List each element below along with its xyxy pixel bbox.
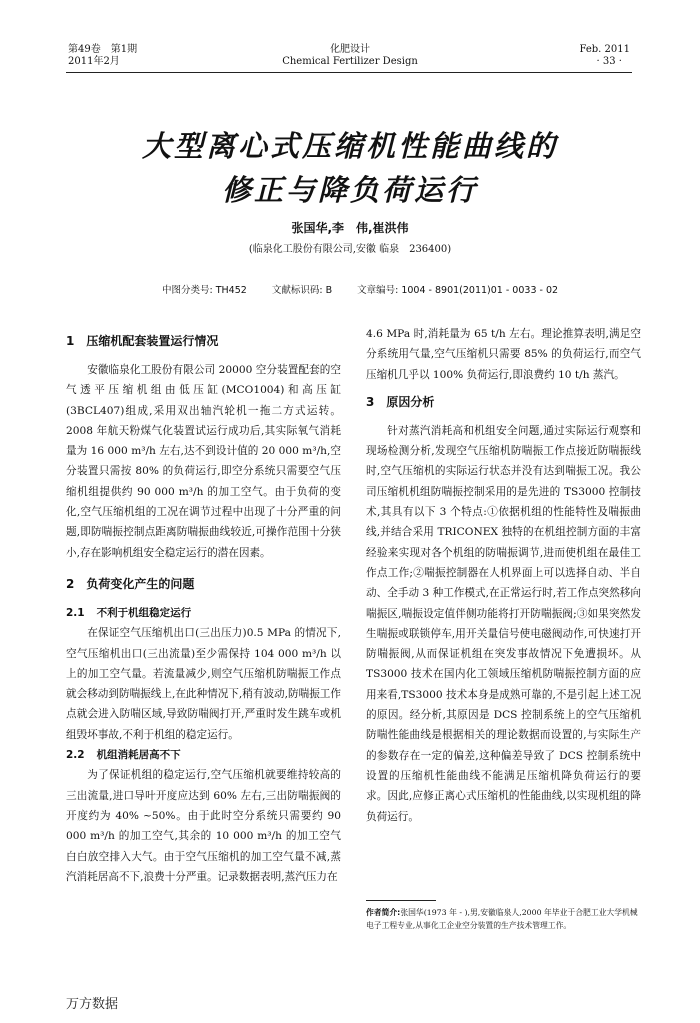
page-info [579,44,630,68]
section-3-paragraph: 针对蒸汽消耗高和机组安全问题,通过实际运行观察和现场检测分析,发现空气压缩机防喘振工作点接近防喘振线时,空气压缩机的实际运行状态并没有达到喘振工况。我公司压缩机机组防喘振控制采用的是先进的 TS3000 控制技术,其具有以下 3 个特点:①依据机组的性能特性及喘振曲线,并结合采用 TRICONEX 独特的在机组控制方面的丰富经验来实现对各个机组的防喘振调节,进而使机组在最佳工作点工作;②喘振控制器在人机界面上可以选择自动、半自动、全手动 3 种工作模式,在正常运行时,若工作点突然移向喘振区,喘振设定值伴侧功能将打开防喘振阀;③如果突然发生喘振或联锁停车,用开关量信号使电磁阀动作,可快速打开防喘振阀,从而保证机组在突发事故情况下免遭损坏。从 TS3000 技术在国内化工领域压缩机防喘振控制方面的应用来看,TS3000 技术本身是成熟可靠的,不是引起上述工况的原因。经分析,其原因是 DCS 控制系统上的空气压缩机防喘性能曲线是根据相关的理论数据而设置的,与实际生产的参数存在一定的偏差,这种偏差导致了 DCS 控制系统中设置的压缩机性能曲线不能满足压缩机降负荷运行的要求。因此,应修正离心式压缩机的性能曲线,以实现机组的降负荷运行。 [366,424,641,823]
subsection-2-2-paragraph: 为了保证机组的稳定运行,空气压缩机就要维持较高的三出流量,进口导叶开度应达到 60% 左右,三出防喘振阀的开度约为 40% ~50%。由于此时空分系统只需要约 90 000 m³/h 的加工空气,其余的 10 000 m³/h 的加工空气白白放空排入大气。由于空气压缩机的加工空气量不减,蒸汽消耗居高不下,浪费十分严重。记录数据表明,蒸汽压力在 [66,769,341,883]
page-number: · 33 · [596,56,622,67]
section-title: 压缩机配套装置运行情况 [86,334,219,348]
subsection-2-1-heading [66,603,341,623]
article-title-line1: 大型离心式压缩机性能曲线的 [141,129,558,163]
left-column [66,324,341,887]
affiliation: (临泉化工股份有限公司,安徽 临泉 236400) [248,244,452,255]
subsection-title: 机组消耗居高不下 [96,749,181,762]
volume-issue: 第49卷 第1期 [68,44,138,55]
article-number: 文章编号: 1004 - 8901(2011)01 - 0033 - 02 [357,285,559,296]
section-3-heading [366,391,641,413]
subsection-2-2-heading [66,745,341,765]
section-2-heading [66,573,341,595]
header-rule [66,72,632,73]
author-footnote [366,906,641,932]
clc-number: 中图分类号: TH452 [162,285,247,296]
journal-name-en: Chemical Fertilizer Design [282,56,418,67]
section-title: 负荷变化产生的问题 [86,576,195,591]
continued-paragraph: 4.6 MPa 时,消耗量为 65 t/h 左右。理论推算表明,满足空分系统用气量,空气压缩机只需要 85% 的负荷运行,而空气压缩机几乎以 100% 负荷运行,即浪费约 10 t/h 蒸汽。 [366,328,641,381]
section-number: 3 [366,394,375,409]
article-meta [162,282,580,296]
section-number: 1 [66,334,75,348]
watermark: 万方数据 [66,997,119,1012]
document-code: 文献标识码: B [271,285,333,296]
section-title: 原因分析 [386,394,435,409]
issue-date: 2011年2月 [68,56,120,67]
subsection-title: 不利于机组稳定运行 [96,606,192,619]
subsection-number: 2.2 [66,749,85,762]
authors: 张国华,李 伟,崔洪伟 [291,221,409,235]
subsection-number: 2.1 [66,606,85,619]
footnote-text: 张国华(1973 年 - ),男,安徽临泉人,2000 年毕业于合肥工业大学机械电子工程专业,从事化工企业空分装置的生产技术管理工作。 [366,908,638,930]
journal-name-cn: 化肥设计 [330,44,370,55]
publish-date-en: Feb. 2011 [579,44,630,55]
section-1-paragraph: 安徽临泉化工股份有限公司 20000 空分装置配套的空气透平压缩机组由低压缸(MCO1004)和高压缸(3BCL407)组成,采用双出轴汽轮机一拖二方式运转。2008 年航天粉煤气化装置试运行成功后,其实际氧气消耗量为 16 000 m³/h 左右,达不到设计值的 20 000 m³/h,空分装置只需按 80% 的负荷运行,即空分系统只需要空气压缩机组提供约 90 000 m³/h 的加工空气。由于负荷的变化,空气压缩机组的工况在调节过程中出现了十分严重的问题,即防喘振控制点距离防喘振曲线较近,可操作范围十分狭小,存在影响机组安全稳定运行的潜在因素。 [66,364,341,559]
right-column [366,324,641,827]
subsection-2-1-paragraph: 在保证空气压缩机出口(三出压力)0.5 MPa 的情况下,空气压缩机出口(三出流量)至少需保持 104 000 m³/h 以上的加工空气量。若流量减少,则空气压缩机防喘振工作点就会移动到防喘振线上,在此种情况下,稍有波动,防喘振工作点就会进入防喘区域,导致防喘阀打开,严重时发生跳车或机组毁坏事故,不利于机组的稳定运行。 [66,627,341,741]
section-1-heading [66,330,341,352]
footnote-label: 作者简介: [366,908,401,917]
article-title-line2: 修正与降负荷运行 [221,173,478,207]
section-number: 2 [66,576,75,591]
footnote-rule [366,900,436,901]
